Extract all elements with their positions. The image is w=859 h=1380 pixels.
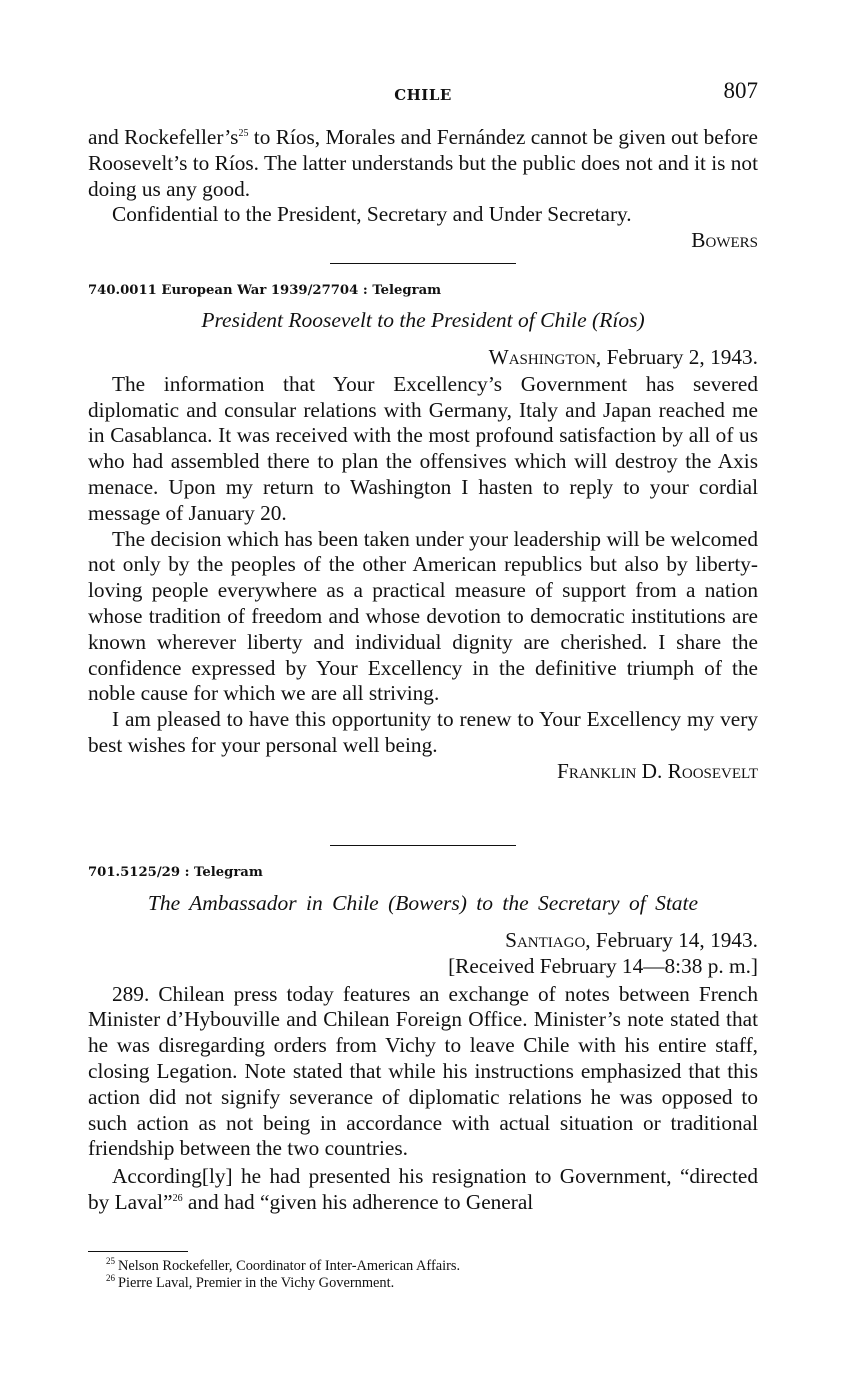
dateline-date: , February 14, 1943. <box>585 928 758 952</box>
footnote-26 <box>88 1275 758 1292</box>
title-close: ) to the Secretary of State <box>459 891 699 915</box>
footnote-rule <box>88 1251 188 1252</box>
signature-bowers: Bowers <box>691 228 758 253</box>
footnote-ref-26[interactable]: 26 <box>172 1192 183 1204</box>
footnote-mark: 26 <box>106 1273 115 1284</box>
paragraph: The information that Your Excellency’s Government has severed diplomatic and consular relations with Germany, Italy and Japan reached me in Casablanca. It was received with the most profound satisfaction by all of us who had assembled there to plan the offensives which will destroy the Axis menace. Upon my return to Washington I hasten to reply to your cordial message of January 20. <box>88 371 758 525</box>
continuation-text-end: to Ríos, Morales and Fernández cannot be given out before Roosevelt’s to Ríos. The latter understands but the public does not and it is not doing us any good. <box>88 125 758 201</box>
title-text: The Ambassador in Chile ( <box>147 891 396 915</box>
footnote-ref-25[interactable]: 25 <box>238 127 249 139</box>
continuation-text-start: and Rockefeller’s <box>88 125 239 149</box>
title-text: President Roosevelt to the President of Chile ( <box>201 308 600 332</box>
paragraph: The decision which has been taken under your leadership will be welcomed not only by the peoples of the other American republics but also by liberty-loving people everywhere as a practical measure of support from a nation whose tradition of freedom and whose devotion to democratic institutions are known wherever liberty and individual dignity are cherished. I share the confidence expressed by Your Excellency in the definitive triumph of the noble cause for which we are all striving. <box>88 526 758 706</box>
footnote-mark: 25 <box>106 1256 115 1267</box>
footnotes <box>88 1251 758 1292</box>
paragraph <box>88 1164 758 1216</box>
dateline-date: , February 2, 1943. <box>595 345 758 369</box>
title-name: Ríos <box>599 308 638 332</box>
title-close: ) <box>637 308 645 332</box>
footnote-text: Pierre Laval, Premier in the Vichy Government. <box>118 1275 395 1291</box>
paragraph: 289. Chilean press today features an exchange of notes between French Minister d’Hybouville and Chilean Foreign Office. Minister’s note stated that he was disregarding orders from Vichy to leave Chile with his entire staff, closing Legation. Note stated that while his instructions emphasized that this action did not signify severance of diplomatic relations he was opposed to such action as not being in accordance with actual situation or traditional friendship between the two countries. <box>88 981 758 1161</box>
file-reference: 740.0011 European War 1939/27704 : Telegram <box>88 283 442 298</box>
dateline <box>88 345 758 371</box>
footnote-25 <box>88 1258 758 1275</box>
separator-rule <box>88 845 758 846</box>
title-name: Bowers <box>395 891 460 915</box>
dateline <box>88 928 758 954</box>
footnote-text: Nelson Rockefeller, Coordinator of Inter-American Affairs. <box>118 1258 461 1274</box>
separator-rule <box>88 263 758 264</box>
paragraph-text-end: and had “given his adherence to General <box>182 1189 534 1214</box>
paragraph-text-start: According[ly] he had presented his resignation to Government, “directed by Laval” <box>88 1164 758 1214</box>
document-title <box>88 891 758 916</box>
document-title <box>88 308 758 333</box>
document-roosevelt-telegram <box>88 283 758 785</box>
paragraph: I am pleased to have this opportunity to renew to Your Excellency my very best wishes for your personal well being. <box>88 707 758 757</box>
received-line: [Received February 14—8:38 p. m.] <box>448 953 758 978</box>
continuation-paragraph <box>88 125 758 202</box>
file-reference: 701.5125/29 : Telegram <box>88 865 263 880</box>
signature-roosevelt: Franklin D. Roosevelt <box>556 758 758 783</box>
dateline-place: Washington <box>488 345 596 369</box>
confidential-note: Confidential to the President, Secretary and Under Secretary. <box>112 202 632 227</box>
running-title: CHILE <box>394 86 452 104</box>
document-bowers-telegram <box>88 865 758 1216</box>
page-header <box>88 78 758 108</box>
dateline-place: Santiago <box>505 928 586 952</box>
page-number: 807 <box>723 78 758 103</box>
previous-document-ending <box>88 125 758 254</box>
